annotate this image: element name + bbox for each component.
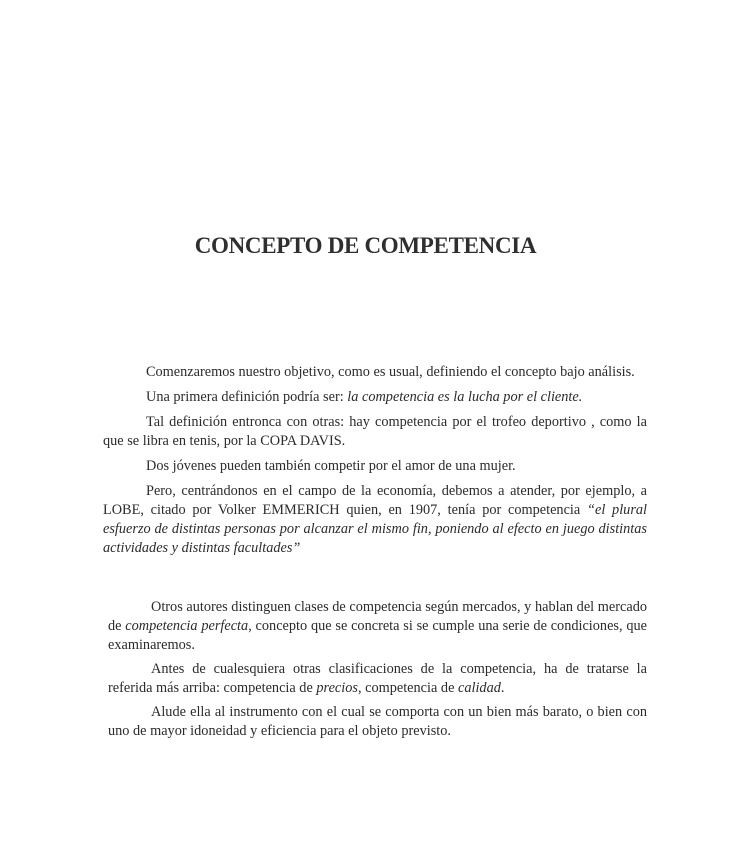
- paragraph-5-text: Pero, centrándonos en el campo de la economía, debemos a atender, por ejemplo, a LOBE, citado por Volker EMMERICH quien, en 1907, tenía por competencia: [103, 483, 647, 518]
- paragraph-2-text: Una primera definición podría ser:: [146, 389, 348, 405]
- paragraph-4: Dos jóvenes pueden también competir por el amor de una mujer.: [146, 458, 516, 474]
- paragraph-5: [103, 482, 647, 558]
- paragraph-7-italic-precios: precios: [316, 680, 358, 696]
- paragraph-7-text-a: Antes de cualesquiera otras clasificaciones de la competencia, ha de tratarse la referida más arriba: competencia de: [108, 661, 647, 696]
- paragraph-7-italic-calidad: calidad: [457, 680, 501, 696]
- paragraph-5-quote: “el plural esfuerzo de distintas personas por alcanzar el mismo fin, poniendo al efecto en juego distintas actividades y distintas facultades”: [103, 502, 648, 556]
- paragraph-6-text-b: , concepto que se concreta si se cumple una serie de condiciones, que examinaremos.: [108, 618, 647, 653]
- paragraph-7-text-b: , competencia de: [357, 680, 458, 696]
- paragraph-8: Alude ella al instrumento con el cual se comporta con un bien más barato, o bien con uno de mayor idoneidad y eficiencia para el objeto previsto.: [108, 704, 647, 739]
- paragraph-1: Comenzaremos nuestro objetivo, como es usual, definiendo el concepto bajo análisis.: [146, 364, 635, 380]
- paragraph-2-italic: la competencia es la lucha por el cliente.: [347, 389, 583, 405]
- paragraph-2: [103, 388, 647, 407]
- body-text-lower: [108, 598, 647, 746]
- paragraph-6-text-a: Otros autores distinguen clases de competencia según mercados, y hablan del mercado de: [108, 599, 647, 634]
- body-text-upper: [103, 363, 647, 564]
- paragraph-6: [108, 598, 647, 655]
- page-title: CONCEPTO DE COMPETENCIA: [194, 233, 537, 258]
- paragraph-7: [108, 660, 647, 698]
- paragraph-6-italic: competencia perfecta: [125, 618, 249, 634]
- paragraph-3: Tal definición entronca con otras: hay competencia por el trofeo deportivo , como la que se libra en tenis, por la COPA DAVIS.: [103, 414, 647, 449]
- paragraph-7-text-c: .: [500, 680, 505, 696]
